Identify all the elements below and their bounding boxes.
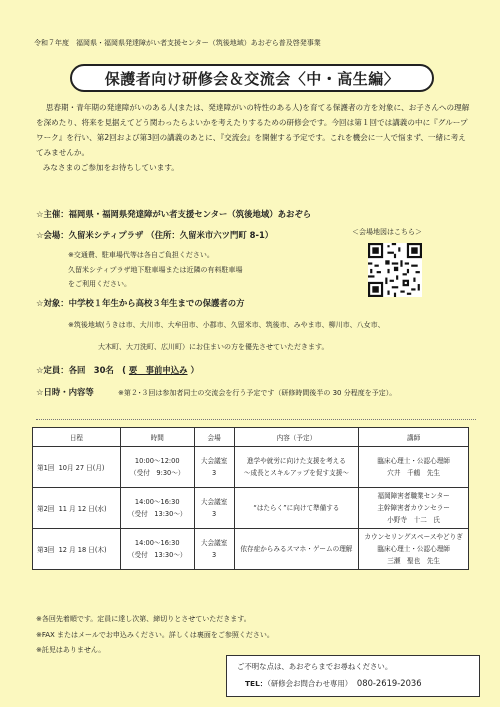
- col-header-time: 時間: [120, 428, 194, 447]
- session-room-number: 3: [212, 551, 217, 559]
- table-row: [33, 488, 469, 529]
- session-time: 14:00～16:30: [134, 539, 180, 547]
- lecturer-organization: 福岡障害者職業センター: [377, 492, 450, 500]
- venue-notes: [68, 248, 242, 292]
- session-time-cell: [120, 488, 194, 529]
- session-reception: （受付 9:30～）: [130, 469, 185, 477]
- session-lecturer-cell: [359, 488, 469, 529]
- schedule-table: [32, 427, 469, 570]
- lecturer-name: 三瀬 聖也 先生: [387, 557, 440, 565]
- col-header-date: 日程: [33, 428, 121, 447]
- session-time: 14:00～16:30: [134, 498, 180, 506]
- session-content-cell: [234, 529, 359, 570]
- session-reception: （受付 13:30～）: [127, 510, 187, 518]
- map-caption: ＜会場地図はこちら＞: [352, 228, 422, 236]
- target-note-1: ※筑後地域(うきは市、大川市、大牟田市、小郡市、久留米市、筑後市、みやま市、柳川市、八女市、: [68, 321, 385, 329]
- divider: [36, 419, 476, 420]
- session-date: 10月 27 日(月): [58, 464, 105, 472]
- col-header-lecturer: 講師: [359, 428, 469, 447]
- session-room-cell: [194, 529, 234, 570]
- col-header-content: 内容（予定）: [234, 428, 359, 447]
- table-row: [33, 447, 469, 488]
- qr-code[interactable]: [368, 243, 422, 297]
- intro-closing: みなさまのご参加をお待ちしています。: [42, 163, 179, 172]
- session-content: 進学や就労に向けた支援を考える: [246, 457, 346, 465]
- contact-message: ご不明な点は、あおぞらまでお尋ねください。: [237, 662, 393, 671]
- session-number: 第3回: [37, 546, 55, 554]
- capacity-requirement: 要 事前申込み: [128, 365, 188, 375]
- table-header-row: [33, 428, 469, 447]
- session-room-cell: [194, 488, 234, 529]
- phone-label: TEL：: [245, 679, 268, 688]
- table-row: [33, 529, 469, 570]
- contact-box: [226, 655, 480, 697]
- schedule-note: ※第２･３回は参加者同士の交流会を行う予定です（研修時間後半の 30 分程度を予定）。: [118, 389, 397, 397]
- phone-number[interactable]: 080-2619-2036: [356, 678, 422, 688]
- session-room: 大会議室: [200, 539, 228, 547]
- session-lecturer-cell: [359, 447, 469, 488]
- intro-text: [36, 100, 472, 175]
- session-content: “はたらく”に向けて準備する: [253, 504, 340, 512]
- session-reception: （受付 13:30～）: [127, 551, 187, 559]
- lecturer-title: 臨床心理士・公認心理師: [377, 545, 450, 553]
- lecturer-title: 主幹障害者カウンセラー: [377, 504, 450, 512]
- session-content-cell: [234, 488, 359, 529]
- session-room: 大会議室: [200, 457, 228, 465]
- page-title-box: [70, 64, 434, 92]
- schedule-label: ☆日時・内容等: [36, 387, 94, 397]
- target: ☆対象：中学校１年生から高校３年生までの保護者の方: [36, 298, 245, 308]
- session-time-cell: [120, 447, 194, 488]
- session-content-sub: ～成長とスキルアップを促す支援～: [243, 469, 349, 477]
- venue-note-2: 久留米シティプラザ地下駐車場または近隣の有料駐車場: [68, 265, 243, 274]
- session-date-cell: [33, 529, 121, 570]
- session-date-cell: [33, 488, 121, 529]
- capacity-label: ☆定員：各回 30名 (: [36, 365, 126, 375]
- footer-note-2: ※FAX またはメールでお申込みください。詳しくは裏面をご参照ください。: [36, 630, 274, 639]
- target-note-2: 大木町、大刀洗町、広川町）にお住まいの方を優先させていただきます。: [98, 343, 329, 351]
- session-date: 11 月 12 日(水): [58, 505, 107, 513]
- session-number: 第1回: [37, 464, 55, 472]
- lecturer-name: 穴井 千鶴 先生: [387, 469, 440, 477]
- phone-description: （研修会お問合わせ専用）: [267, 679, 353, 688]
- footer-notes: [36, 612, 274, 659]
- session-content: 依存症からみるスマホ・ゲームの理解: [240, 545, 353, 553]
- session-number: 第2回: [37, 505, 55, 513]
- session-time: 10:00～12:00: [134, 457, 180, 465]
- session-date-cell: [33, 447, 121, 488]
- lecturer-title: 臨床心理士・公認心理師: [377, 457, 450, 465]
- capacity-end: ）: [190, 365, 199, 375]
- session-room: 大会議室: [200, 498, 228, 506]
- lecturer-organization: カウンセリングスペースやどりぎ: [364, 533, 463, 541]
- page-title: 保護者向け研修会＆交流会〈中・高生編〉: [104, 69, 400, 88]
- venue: ☆会場：久留米シティプラザ （住所：久留米市六ツ門町 8-1）: [36, 230, 274, 240]
- footer-note-3: ※託児はありません。: [36, 646, 106, 654]
- session-room-number: 3: [212, 469, 217, 477]
- lecturer-name: 小野寺 十二 氏: [387, 516, 440, 524]
- col-header-room: 会場: [194, 428, 234, 447]
- session-lecturer-cell: [359, 529, 469, 570]
- capacity: [36, 364, 199, 376]
- intro-paragraph: 思春期・青年期の発達障がいのある人(または、発達障がいの特性のある人)を育てる保護者の方を対象に、お子さんへの理解を深めたり、将来を見据えてどう関わったらよいかを考えたりするための研修会です。今回は第１回では講義の中に『グループワーク』を行い、第2回および第3回の講義のあとに、『交流会』を開催する予定です。これを機会に一人で悩まず、一緒に考えてみませんか。: [36, 103, 470, 157]
- venue-note-3: をご利用ください。: [68, 280, 131, 288]
- session-time-cell: [120, 529, 194, 570]
- session-room-number: 3: [212, 510, 217, 518]
- footer-note-1: ※各回先着順です。定員に達し次第、締切りとさせていただきます。: [36, 615, 251, 623]
- venue-note-1: ※交通費、駐車場代等は各自ご負担ください。: [68, 251, 214, 259]
- organizer: ☆主催：福岡県・福岡県発達障がい者支援センター（筑後地域）あおぞら: [36, 209, 312, 219]
- qr-code-icon: [368, 243, 422, 297]
- session-content-cell: [234, 447, 359, 488]
- session-room-cell: [194, 447, 234, 488]
- session-date: 12 月 18 日(木): [58, 546, 107, 554]
- header-line: 令和７年度 福岡県・福岡県発達障がい者支援センター（筑後地域）あおぞら普及啓発事業: [34, 39, 321, 47]
- contact-tel-line: [245, 678, 422, 689]
